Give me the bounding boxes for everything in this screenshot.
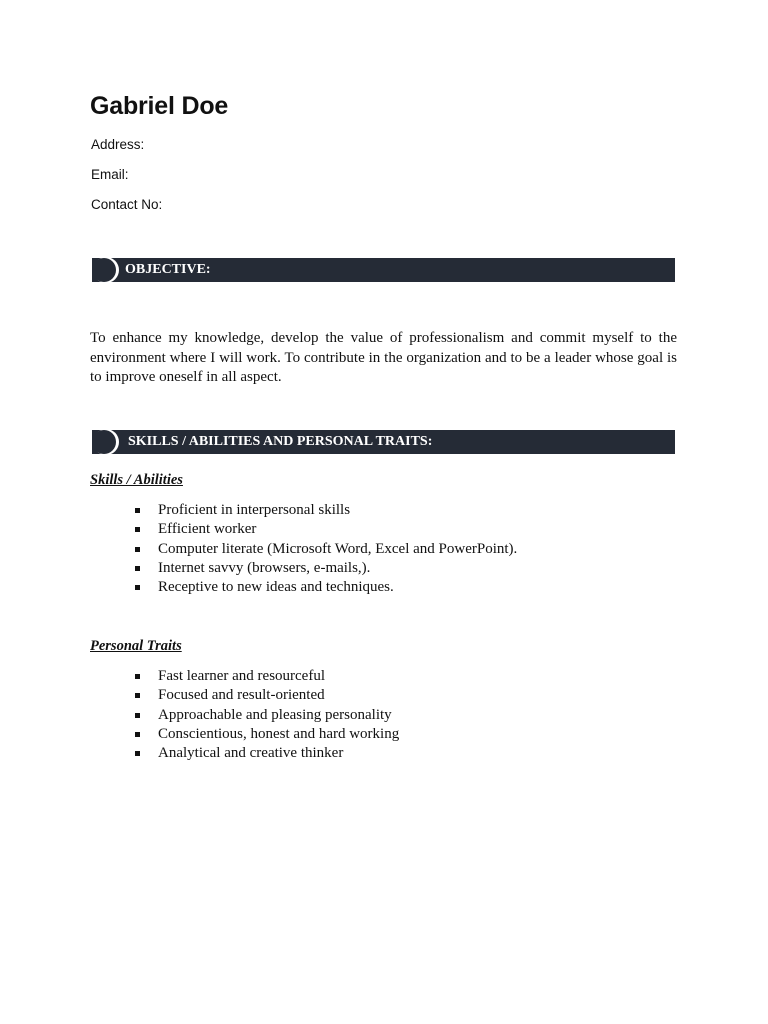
square-bullet-icon <box>135 732 140 737</box>
square-bullet-icon <box>135 527 140 532</box>
square-bullet-icon <box>135 751 140 756</box>
skills-heading: Skills / Abilities <box>90 472 183 488</box>
square-bullet-icon <box>135 547 140 552</box>
personal-traits-heading: Personal Traits <box>90 638 182 654</box>
square-bullet-icon <box>135 508 140 513</box>
contact-number-label: Contact No: <box>91 197 163 212</box>
skills-section-bar <box>92 430 675 454</box>
objective-text: To enhance my knowledge, develop the value of professionalism and commit myself to the environment where I will work. To contribute in the organization and to be a leader whose goal is to improve oneself in all aspect. <box>90 330 677 385</box>
square-bullet-icon <box>135 713 140 718</box>
section-bullet-circle-icon <box>92 258 116 282</box>
square-bullet-icon <box>135 566 140 571</box>
resume-name: Gabriel Doe <box>90 92 229 120</box>
square-bullet-icon <box>135 585 140 590</box>
square-bullet-icon <box>135 674 140 679</box>
address-label: Address: <box>91 137 145 152</box>
email-label: Email: <box>91 167 129 182</box>
objective-section-bar <box>92 258 675 282</box>
skills-section-title: SKILLS / ABILITIES AND PERSONAL TRAITS: <box>128 434 433 449</box>
square-bullet-icon <box>135 693 140 698</box>
objective-title: OBJECTIVE: <box>125 262 211 277</box>
section-bullet-circle-icon <box>92 430 116 454</box>
